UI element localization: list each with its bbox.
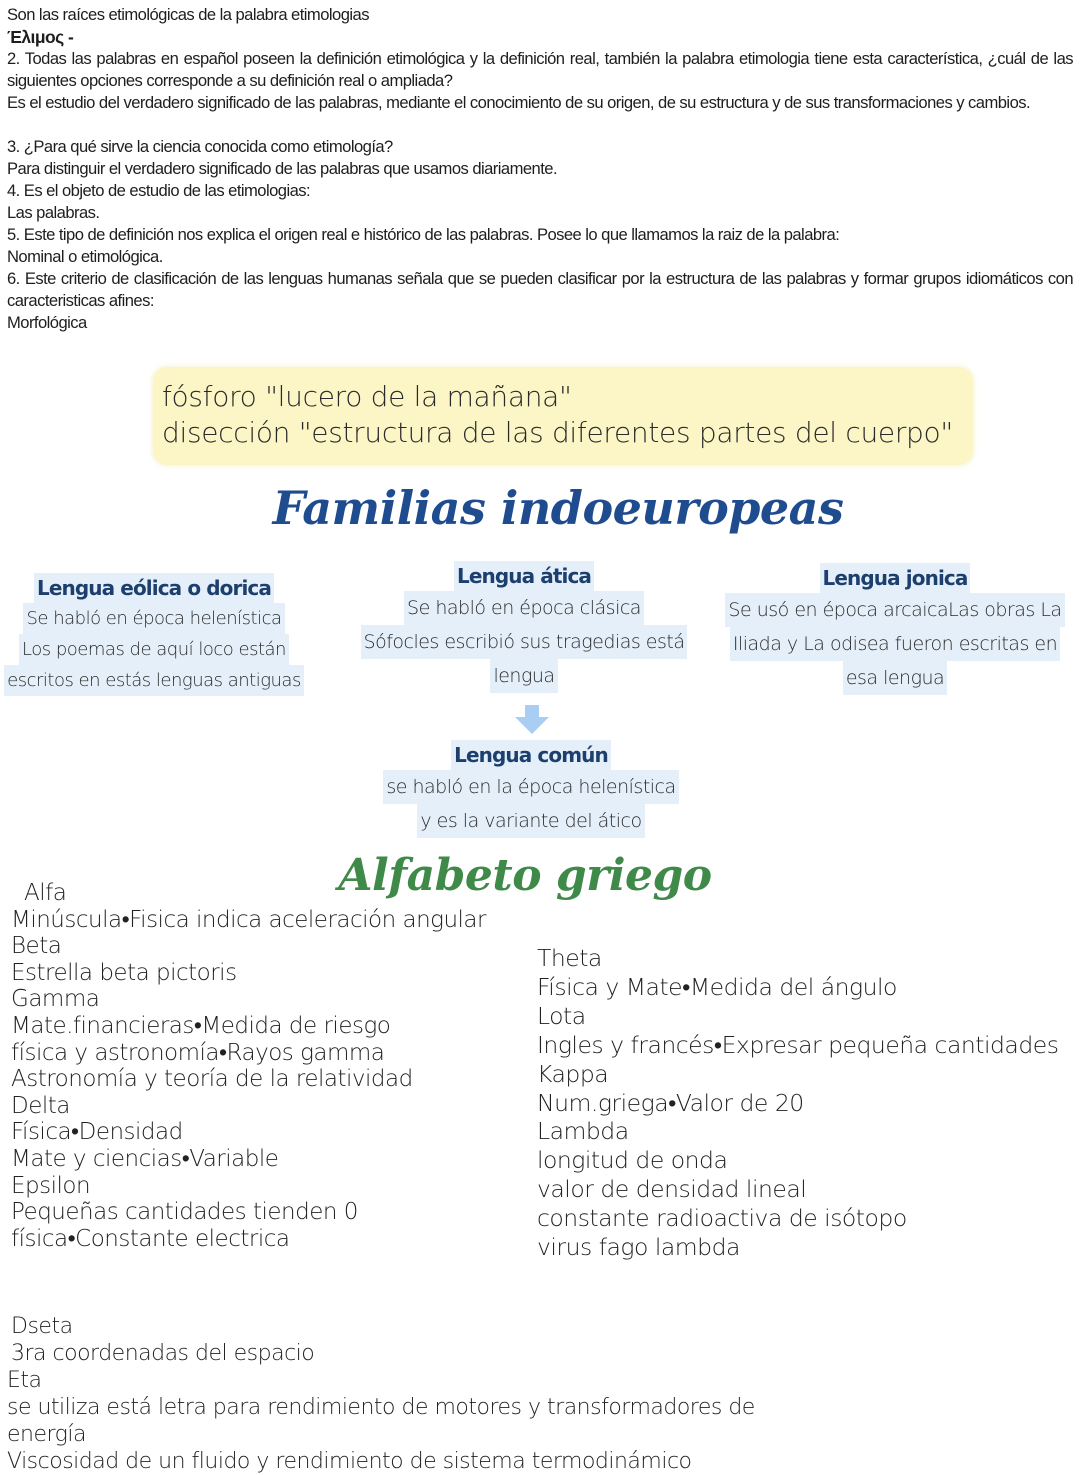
question-6: 6. Este criterio de clasificación de las lenguas humanas señala que se pueden clasificar por la estructura de las palabras y formar grupos idiomáticos con caracteristicas afines: [7, 269, 1073, 310]
lang-comun-line: se habló en la época helenística [383, 770, 678, 804]
lang-atica-line: Sófocles escribió sus tragedias está [361, 625, 688, 659]
letter-note: constante radioactiva de isótopo [537, 1204, 907, 1233]
letter-note: Ingles y francés•Expresar pequeña cantidades [537, 1030, 1059, 1059]
alphabet-right-column [537, 944, 1058, 1262]
letter-lambda: Lambda [537, 1117, 629, 1146]
spacer [7, 114, 1073, 136]
letter-note: Num.griega•Valor de 20 [537, 1088, 804, 1117]
lang-eolica-heading: Lengua eólica o dorica [34, 573, 274, 603]
letter-note: longitud de onda [537, 1146, 728, 1175]
callout-line-2: disección "estructura de las diferentes partes del cuerpo" [162, 416, 953, 449]
question-5: 5. Este tipo de definición nos explica el origen real e histórico de las palabras. Posee lo que llamamos la raiz de la palabra: [7, 225, 840, 244]
letter-note: 3ra coordenadas del espacio [11, 1341, 315, 1366]
letter-beta: Beta [11, 933, 62, 960]
lang-atica-line: Se habló en época clásica [404, 591, 644, 625]
lang-eolica-line: Los poemas de aquí loco están [19, 634, 289, 665]
lang-atica-block [348, 561, 700, 693]
question-2: 2. Todas las palabras en español poseen la definición etimológica y la definición real, también la palabra etimologia tiene esta característica, ¿cuál de las siguientes opciones corresponde a su definición real o ampliada? [7, 49, 1073, 90]
lang-jonica-line: esa lengua [843, 661, 947, 695]
alphabet-bottom-section [7, 1313, 755, 1475]
letter-note: energía [7, 1422, 86, 1447]
lang-jonica-line: Se usó en época arcaicaLas obras La [725, 593, 1064, 627]
letter-note: Pequeñas cantidades tienden 0 [11, 1199, 358, 1226]
intro-line: Son las raíces etimológicas de la palabra etimologias [7, 5, 369, 24]
letter-note: Física y Mate•Medida del ángulo [537, 972, 897, 1001]
letter-note: física•Constante electrica [11, 1225, 290, 1252]
letter-note: Física•Densidad [11, 1119, 183, 1146]
letter-eta: Eta [7, 1368, 42, 1393]
answer-3: Para distinguir el verdadero significado de las palabras que usamos diariamente. [7, 159, 558, 178]
letter-note: Astronomía y teoría de la relatividad [11, 1066, 413, 1093]
answer-5: Nominal o etimológica. [7, 247, 163, 266]
questions-section [7, 4, 1073, 334]
letter-note: Mate.financieras•Medida de riesgo [11, 1012, 391, 1039]
letter-note: se utiliza está letra para rendimiento de motores y transformadores de [7, 1395, 755, 1420]
letter-dseta: Dseta [11, 1314, 73, 1339]
lang-jonica-heading: Lengua jonica [820, 563, 971, 593]
lang-comun-block [372, 740, 690, 838]
letter-note: Viscosidad de un fluido y rendimiento de sistema termodinámico [7, 1449, 692, 1474]
lang-eolica-block [2, 573, 306, 696]
letter-note: Minúscula•Fisica indica aceleración angular [11, 906, 486, 933]
answer-2: Es el estudio del verdadero significado de las palabras, mediante el conocimiento de su origen, de su estructura y de sus transformaciones y cambios. [7, 93, 1031, 112]
answer-6: Morfológica [7, 313, 87, 332]
letter-gamma: Gamma [11, 986, 100, 1013]
letter-note: virus fago lambda [537, 1233, 740, 1262]
alphabet-left-column [11, 880, 486, 1252]
letter-delta: Delta [11, 1092, 70, 1119]
letter-epsilon: Epsilon [11, 1172, 91, 1199]
letter-note: física y astronomía•Rayos gamma [11, 1039, 385, 1066]
letter-alfa: Alfa [24, 880, 67, 906]
question-4: 4. Es el objeto de estudio de las etimologias: [7, 181, 311, 200]
letter-kappa: Kappa [537, 1059, 609, 1088]
alfabeto-title: Alfabeto griego [338, 850, 712, 901]
lang-eolica-line: escritos en estás lenguas antiguas [4, 665, 304, 696]
letter-note: Estrella beta pictoris [11, 959, 237, 986]
letter-iota: Lota [537, 1001, 586, 1030]
callout-line-1: fósforo "lucero de la mañana" [162, 380, 572, 413]
familias-title: Familias indoeuropeas [272, 481, 844, 535]
question-3: 3. ¿Para qué sirve la ciencia conocida como etimología? [7, 137, 393, 156]
lang-atica-heading: Lengua ática [454, 561, 594, 591]
lang-atica-line: lengua [490, 659, 557, 693]
greek-word: Έλιμος - [7, 27, 74, 47]
letter-theta: Theta [537, 944, 602, 972]
arrow-down-icon [514, 705, 550, 735]
lang-eolica-line: Se habló en época helenística [23, 603, 284, 634]
lang-jonica-block [712, 563, 1078, 695]
answer-4: Las palabras. [7, 203, 100, 222]
letter-note: Mate y ciencias•Variable [11, 1145, 279, 1172]
lang-comun-line: y es la variante del ático [417, 804, 644, 838]
lang-jonica-line: Iliada y La odisea fueron escritas en [730, 627, 1060, 661]
etymology-callout [153, 367, 973, 465]
lang-comun-heading: Lengua común [451, 740, 611, 770]
letter-note: valor de densidad lineal [537, 1175, 807, 1204]
